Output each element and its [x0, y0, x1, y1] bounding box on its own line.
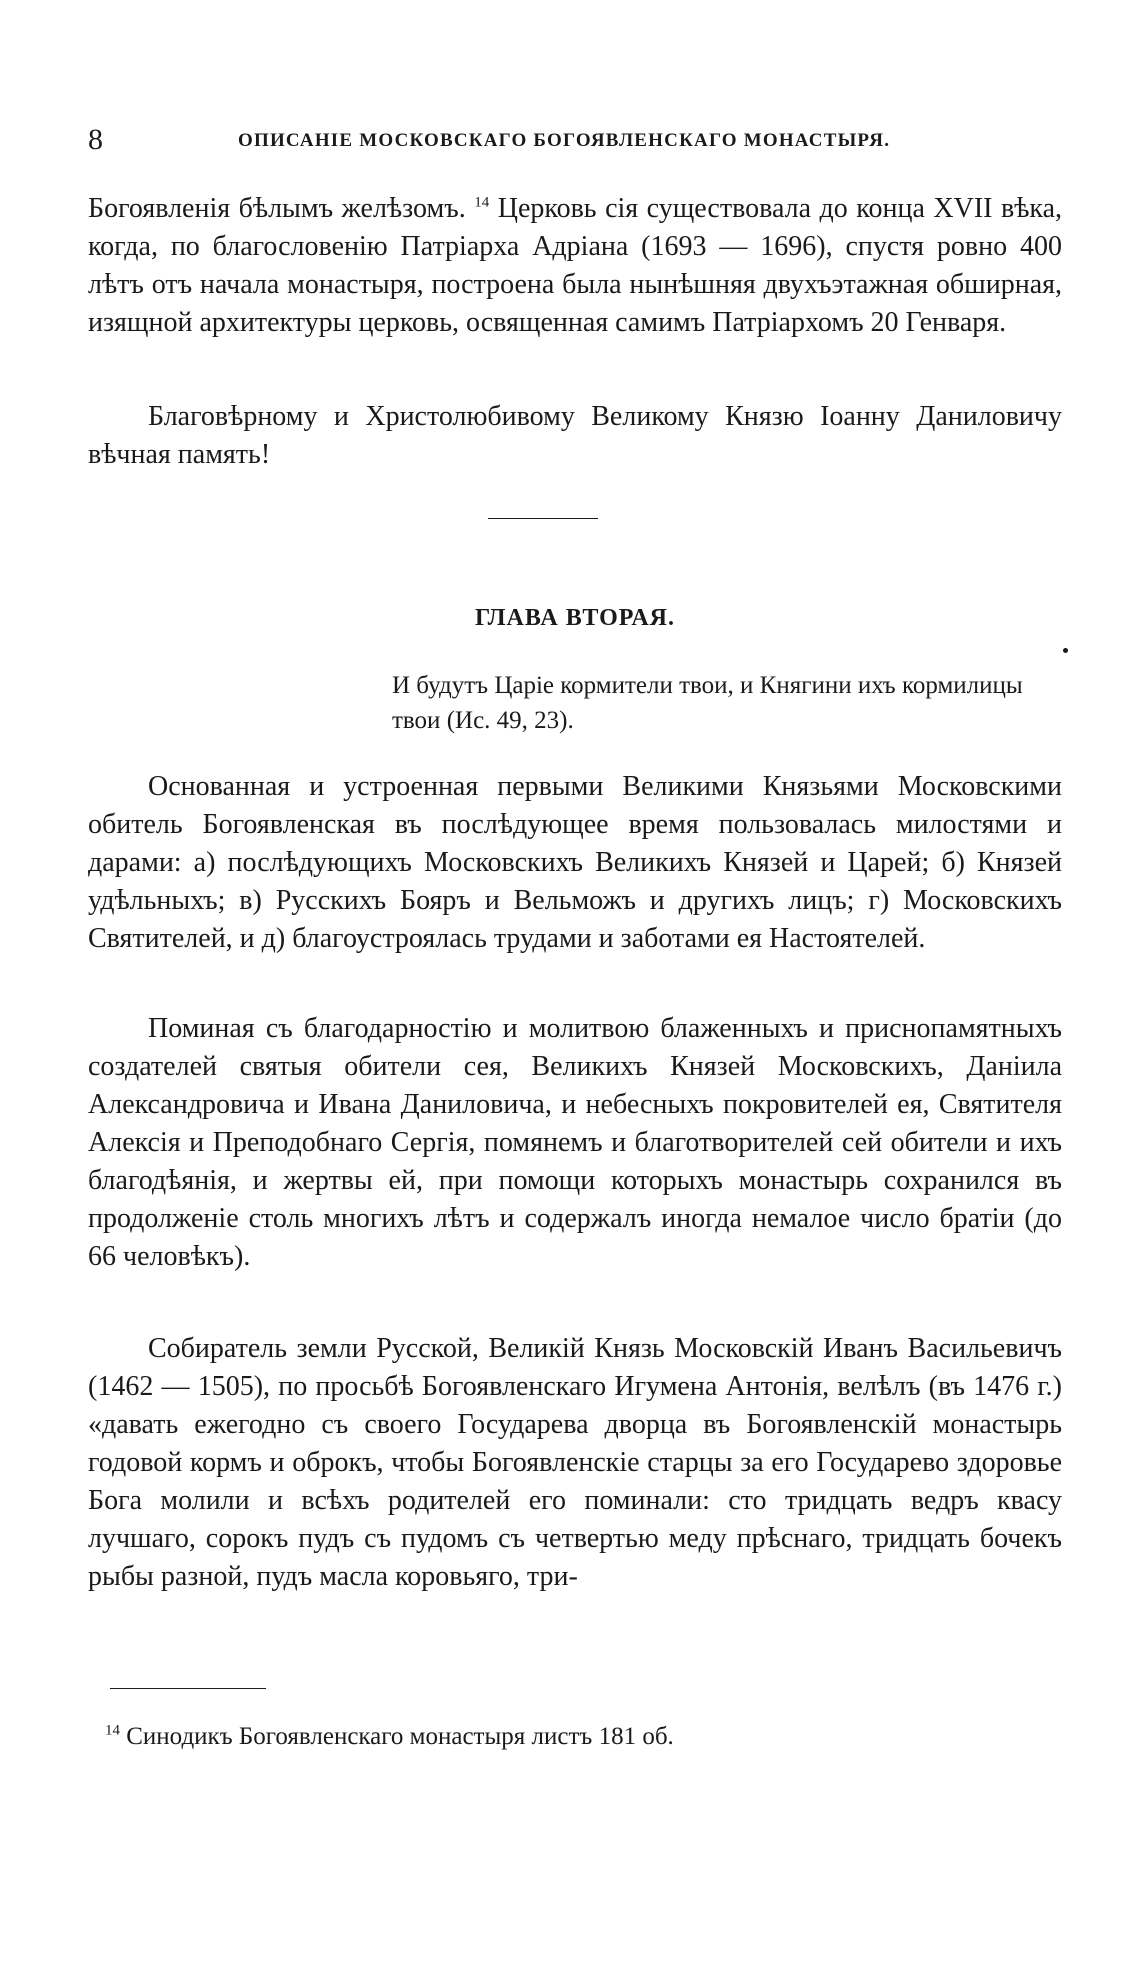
paragraph-benefactors: Основанная и устроенная первыми Великими Князьями Московскими обитель Богоявленская въ послѣдующее время пользовалась милостями и дарами: а) послѣдующихъ Московскихъ Великихъ Князей и Царей; б) Князей удѣльныхъ; в) Русскихъ Бояръ и Вельможъ и другихъ лицъ; г) Московскихъ Святителей, и д) благоустроялась трудами и заботами ея Настоятелей. [88, 771, 1062, 954]
running-title: ОПИСАНІЕ МОСКОВСКАГО БОГОЯВЛЕНСКАГО МОНАСТЫРЯ. [238, 130, 891, 151]
footnote-divider [110, 1688, 266, 1689]
chapter-epigraph: И будутъ Царіе кормители твои, и Княгини ихъ кормилицы твои (Ис. 49, 23). [392, 672, 1023, 734]
intro-paragraph [88, 190, 1062, 342]
running-head [88, 120, 1068, 160]
footnote-ref: 14 [474, 194, 490, 211]
memory-paragraph: Благовѣрному и Христолюбивому Великому Князю Іоанну Даниловичу вѣчная память! [88, 401, 1062, 470]
paragraph-commemoration: Поминая съ благодарностію и молитвою блаженныхъ и приснопамятныхъ создателей святыя обители сея, Великихъ Князей Московскихъ, Даніила Александровича и Ивана Даниловича, и небесныхъ покровителей ея, Святителя Алексія и Преподобнаго Сергія, помянемъ и благотворителей сей обители и ихъ благодѣянія, и жертвы ей, при помощи которыхъ монастырь сохранился въ продолженіе столь многихъ лѣтъ и содержалъ иногда немалое число братіи (до 66 человѣкъ). [88, 1013, 1062, 1272]
section-divider [488, 518, 598, 519]
footnote-number: 14 [105, 1722, 120, 1739]
paragraph-grand-prince: Собиратель земли Русской, Великій Князь Московскій Иванъ Васильевичъ (1462 — 1505), по просьбѣ Богоявленскаго Игумена Антонія, велѣлъ (въ 1476 г.) «давать ежегодно съ своего Государева дворца въ Богоявленскій монастырь годовой кормъ и оброкъ, чтобы Богоявленскіе старцы за его Государево здоровье Бога молили и всѣхъ родителей его поминали: сто тридцать ведръ квасу лучшаго, сорокъ пудъ съ пудомъ съ четвертью меду прѣснаго, тридцать бочекъ рыбы разной, пудъ масла коровьяго, три- [88, 1333, 1062, 1592]
chapter-title: ГЛАВА ВТОРАЯ. [475, 605, 675, 631]
intro-text-before-ref: Богоявленія бѣлымъ желѣзомъ. [88, 193, 466, 224]
footnote [105, 1720, 1065, 1754]
print-speck [1063, 648, 1068, 653]
page-number: 8 [88, 123, 103, 156]
intro-text-after-ref: Церковь сія существовала до конца XVII вѣка, когда, по благословенію Патріарха Адріана (1693 — 1696), спустя ровно 400 лѣтъ отъ начала монастыря, построена была нынѣшняя двухъэтажная обширная, изящной архитектуры церковь, освященная самимъ Патріархомъ 20 Генваря. [88, 193, 1063, 338]
footnote-text: Синодикъ Богоявленскаго монастыря листъ 181 об. [126, 1723, 674, 1750]
